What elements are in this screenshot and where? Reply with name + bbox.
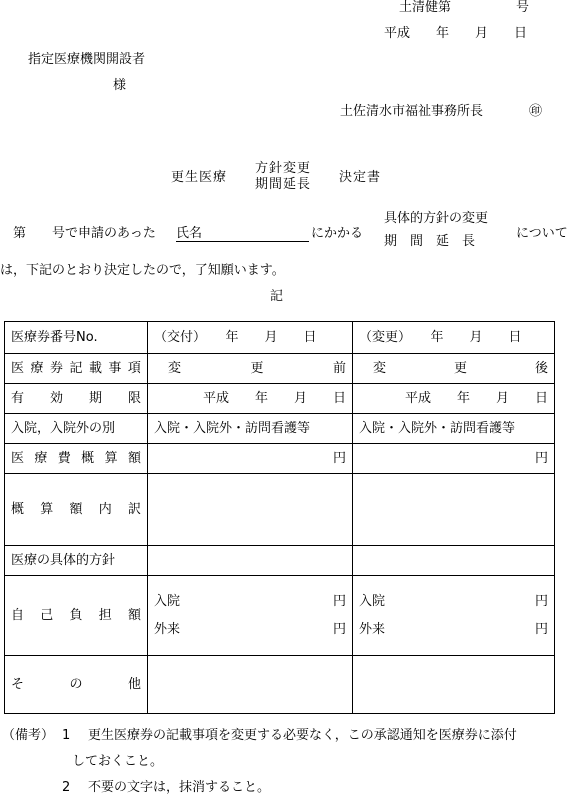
title-left: 更生医療 [171, 170, 228, 185]
validity-before-cell: 平成 年 月 日 [148, 384, 353, 414]
table-row-ticket-number [5, 322, 555, 354]
recipient: 指定医療機関開設者 [28, 52, 146, 67]
honorific: 様 [113, 78, 127, 93]
title-option-period-extension: 期間延長 [255, 177, 312, 192]
table-row-cost-breakdown [5, 474, 555, 546]
label-ticket-number: 医療券番号No. [5, 322, 148, 354]
intro-kakaru: にかかる [311, 226, 364, 241]
admission-type-after: 入院・入院外・訪問看護等 [353, 414, 555, 444]
outpatient-label: 外来 [359, 621, 386, 637]
intro-line2: は，下記のとおり決定したので，了知願います。 [0, 263, 285, 278]
table-row-other [5, 656, 555, 714]
estimated-cost-before: 円 [148, 444, 353, 474]
label-self-pay: 自 己 負 担 額 [11, 607, 141, 623]
table-row-estimated-cost [5, 444, 555, 474]
ki-heading: 記 [270, 289, 284, 304]
cost-breakdown-after [353, 474, 555, 546]
self-pay-after [353, 576, 555, 656]
table-row-validity [5, 384, 555, 414]
label-ticket-items: 医 療 券 記 載 事 項 [11, 360, 141, 376]
decision-table [4, 321, 555, 714]
issuer: 土佐清水市福祉事務所長 [340, 104, 484, 119]
treatment-policy-before [148, 546, 353, 576]
note-2-number: 2 [62, 780, 71, 795]
label-admission-type: 入院，入院外の別 [5, 414, 148, 444]
inpatient-label: 入院 [154, 593, 181, 609]
label-estimated-cost: 医 療 費 概 算 額 [11, 450, 141, 466]
other-before [148, 656, 353, 714]
other-after [353, 656, 555, 714]
seal-mark: ㊞ [529, 104, 543, 119]
table-row-treatment-policy [5, 546, 555, 576]
note-2-text: 不要の文字は，抹消すること。 [88, 780, 271, 795]
estimated-cost-after: 円 [353, 444, 555, 474]
name-label: 氏名 [176, 226, 203, 241]
intro-tsuite: について [516, 226, 568, 241]
table-row-self-pay [5, 576, 555, 656]
inpatient-label: 入院 [359, 593, 386, 609]
outpatient-label: 外来 [154, 621, 181, 637]
self-pay-before [148, 576, 353, 656]
table-row-ticket-items [5, 354, 555, 384]
yen-unit: 円 [534, 593, 548, 609]
title-option-policy-change: 方針変更 [255, 161, 312, 176]
note-1-continuation: しておくこと。 [72, 754, 164, 769]
yen-unit: 円 [534, 621, 548, 637]
label-other: そ の 他 [11, 676, 141, 692]
admission-type-before: 入院・入院外・訪問看護等 [148, 414, 353, 444]
notes-label: （備考） [2, 728, 55, 743]
label-treatment-policy: 医療の具体的方針 [5, 546, 148, 576]
before-change-header: 変 更 前 [168, 360, 346, 376]
note-1-text: 更生医療券の記載事項を変更する必要なく，この承認通知を医療券に添付 [88, 728, 517, 743]
issue-date: 平成 年 月 日 [384, 26, 528, 41]
intro-option-period-extension: 期 間 延 長 [384, 234, 476, 249]
issued-date-cell: （交付） 年 月 日 [148, 322, 353, 354]
title-right: 決定書 [339, 170, 382, 185]
after-change-header: 変 更 後 [373, 360, 548, 376]
intro-option-policy-change: 具体的方針の変更 [384, 211, 489, 226]
intro-prefix: 第 号で申請のあった [13, 226, 156, 241]
changed-date-cell: （変更） 年 月 日 [353, 322, 555, 354]
label-cost-breakdown: 概 算 額 内 訳 [11, 501, 141, 517]
validity-after-cell: 平成 年 月 日 [353, 384, 555, 414]
name-field [176, 226, 309, 242]
yen-unit: 円 [332, 621, 346, 637]
cost-breakdown-before [148, 474, 353, 546]
note-1-number: 1 [62, 728, 71, 743]
yen-unit: 円 [332, 593, 346, 609]
label-validity-period: 有 効 期 限 [11, 390, 141, 406]
document-number: 土清健第 号 [399, 0, 530, 15]
table-row-admission-type [5, 414, 555, 444]
treatment-policy-after [353, 546, 555, 576]
